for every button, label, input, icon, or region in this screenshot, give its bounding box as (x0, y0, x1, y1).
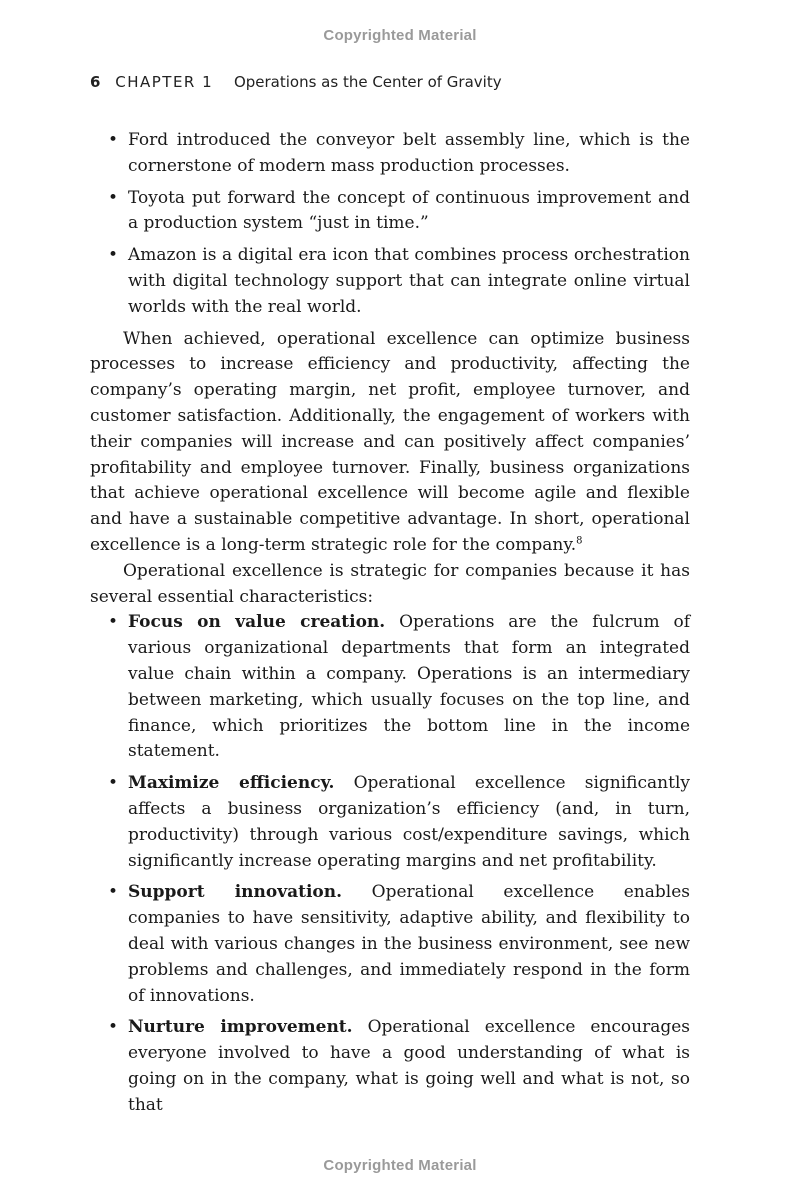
list-item (90, 1015, 690, 1118)
list-item (90, 771, 690, 874)
list-item (90, 610, 690, 765)
list-item-text: Operational excellence enables companies to have sensitivity, adaptive ability, and flexibility to deal with various changes in the business environment, see new problems and challenges, and immediately respond in the form of innovations. (128, 882, 690, 1006)
list-item-text: Operational excellence encourages everyone involved to have a good understanding of what is going on in the company, what is going well and what is not, so that (128, 1017, 691, 1115)
list-item-term: Nurture improvement. (128, 1017, 353, 1038)
copyright-watermark-bottom: Copyrighted Material (323, 1157, 477, 1174)
running-head (90, 73, 502, 91)
list-item: • Ford introduced the conveyor belt assembly line, which is the cornerstone of modern mass production processes. (90, 128, 690, 180)
characteristics-list (90, 610, 690, 1118)
list-item-term: Support innovation. (128, 882, 343, 903)
list-item: • Toyota put forward the concept of continuous improvement and a production system “just in time.” (90, 186, 690, 238)
copyright-watermark-top: Copyrighted Material (323, 27, 477, 44)
list-item: • Amazon is a digital era icon that combines process orchestration with digital technology support that can integrate online virtual worlds with the real world. (90, 243, 690, 320)
footnote-marker: 8 (576, 535, 583, 547)
list-item-text: Operational excellence significantly affects a business organization’s efficiency (and, in turn, productivity) through various cost/expenditure savings, which significantly increase operating margins and net profitability. (128, 773, 690, 871)
list-item-term: Focus on value creation. (128, 612, 386, 633)
list-item-text: Operations are the fulcrum of various organizational departments that form an integrated value chain within a company. Operations is an intermediary between marketing, which usually focuses on the top line, and finance, which prioritizes the bottom line in the income statement. (128, 612, 690, 762)
paragraph: Operational excellence is strategic for companies because it has several essential characteristics: (90, 560, 690, 607)
chapter-title: Operations as the Center of Gravity (233, 73, 502, 91)
list-item (90, 880, 690, 1009)
paragraph (90, 327, 690, 559)
page-body (90, 128, 690, 1124)
page-number: 6 (90, 73, 101, 91)
intro-bullet-list (90, 128, 690, 321)
chapter-label: CHAPTER 1 (115, 73, 214, 91)
list-item-term: Maximize efficiency. (128, 773, 335, 794)
paragraph-text: When achieved, operational excellence can optimize business processes to increase efficiency and productivity, affecting the company’s operating margin, net profit, employee turnover, and customer satisfaction. Additionally, the engagement of workers with their companies will increase and can positively affect companies’ profitability and employee turnover. Finally, business organizations that achieve operational excellence will become agile and flexible and have a sustainable competitive advantage. In short, operational excellence is a long-term strategic role for the company. (90, 328, 690, 555)
